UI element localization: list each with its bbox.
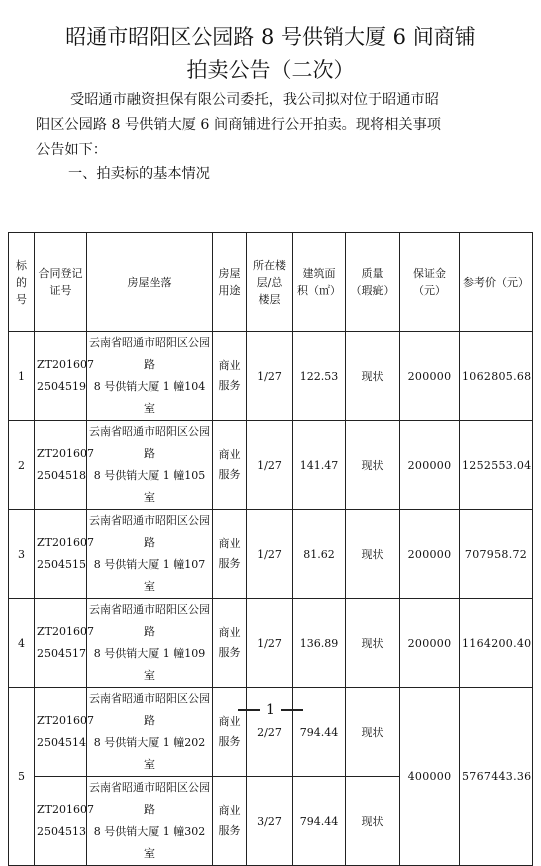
cell-reference-price: 707958.72 (460, 510, 533, 599)
cell-area: 794.44 (293, 688, 346, 777)
cell-area: 136.89 (293, 599, 346, 688)
header-address: 房屋坐落 (87, 233, 213, 332)
cell-contract-number: ZT201607 2504514 (35, 688, 87, 777)
cell-contract-number: ZT201607 2504515 (35, 510, 87, 599)
cell-area: 122.53 (293, 332, 346, 421)
cell-contract-number: ZT201607 2504513 (35, 777, 87, 866)
cell-quality: 现状 (346, 599, 400, 688)
cell-reference-price: 1062805.68 (460, 332, 533, 421)
cell-floor: 3/27 (247, 777, 293, 866)
header-index: 标 的 号 (9, 233, 35, 332)
table-row (9, 510, 533, 599)
page-title-line-2: 拍卖公告（二次） (186, 58, 355, 82)
header-floor: 所在楼 层/总 楼层 (247, 233, 293, 332)
cell-area: 81.62 (293, 510, 346, 599)
section-heading: 一、拍卖标的基本情况 (68, 166, 210, 182)
table-row (9, 332, 533, 421)
header-deposit: 保证金 （元） (400, 233, 460, 332)
cell-use: 商业 服务 (213, 332, 247, 421)
cell-address: 云南省昭通市昭阳区公园路 8 号供销大厦 1 幢109 室 (87, 599, 213, 688)
cell-deposit: 200000 (400, 510, 460, 599)
page-title-line-1: 昭通市昭阳区公园路 8 号供销大厦 6 间商铺 (65, 25, 476, 49)
cell-address: 云南省昭通市昭阳区公园路 8 号供销大厦 1 幢202 室 (87, 688, 213, 777)
cell-deposit: 200000 (400, 599, 460, 688)
header-area: 建筑面 积（㎡） (293, 233, 346, 332)
cell-index: 1 (9, 332, 35, 421)
cell-contract-number: ZT201607 2504518 (35, 421, 87, 510)
cell-use: 商业 服务 (213, 688, 247, 777)
cell-quality: 现状 (346, 421, 400, 510)
intro-line-1: 受昭通市融资担保有限公司委托，我公司拟对位于昭通市昭 (70, 92, 439, 108)
cell-reference-price: 1164200.40 (460, 599, 533, 688)
table-row (9, 421, 533, 510)
cell-area: 794.44 (293, 777, 346, 866)
cell-quality: 现状 (346, 777, 400, 866)
cell-area: 141.47 (293, 421, 346, 510)
header-quality: 质量 （瑕疵） (346, 233, 400, 332)
cell-use: 商业 服务 (213, 777, 247, 866)
page-number: 1 (266, 702, 275, 718)
table-header-row (9, 233, 533, 332)
cell-contract-number: ZT201607 2504519 (35, 332, 87, 421)
cell-floor: 1/27 (247, 599, 293, 688)
header-reference-price: 参考价（元） (460, 233, 533, 332)
cell-floor: 1/27 (247, 510, 293, 599)
cell-contract-number: ZT201607 2504517 (35, 599, 87, 688)
intro-line-3: 公告如下： (36, 142, 107, 158)
table-row (9, 688, 533, 777)
footer-dash-left (238, 709, 260, 710)
cell-address: 云南省昭通市昭阳区公园路 8 号供销大厦 1 幢105 室 (87, 421, 213, 510)
intro-line-2: 阳区公园路 8 号供销大厦 6 间商铺进行公开拍卖。现将相关事项 (36, 117, 441, 133)
cell-address: 云南省昭通市昭阳区公园路 8 号供销大厦 1 幢107 室 (87, 510, 213, 599)
cell-use: 商业 服务 (213, 599, 247, 688)
intro-paragraph (36, 88, 502, 163)
cell-index: 4 (9, 599, 35, 688)
cell-reference-price: 5767443.36 (460, 688, 533, 866)
cell-index: 3 (9, 510, 35, 599)
cell-floor: 1/27 (247, 332, 293, 421)
cell-quality: 现状 (346, 332, 400, 421)
cell-use: 商业 服务 (213, 421, 247, 510)
cell-index: 2 (9, 421, 35, 510)
footer-dash-right (281, 709, 303, 710)
table-row (9, 599, 533, 688)
cell-reference-price: 1252553.04 (460, 421, 533, 510)
cell-deposit: 200000 (400, 332, 460, 421)
auction-items-table (8, 232, 533, 866)
cell-address: 云南省昭通市昭阳区公园路 8 号供销大厦 1 幢302 室 (87, 777, 213, 866)
cell-floor: 2/27 (247, 688, 293, 777)
cell-floor: 1/27 (247, 421, 293, 510)
cell-index: 5 (9, 688, 35, 866)
cell-address: 云南省昭通市昭阳区公园路 8 号供销大厦 1 幢104 室 (87, 332, 213, 421)
cell-use: 商业 服务 (213, 510, 247, 599)
page-footer (0, 702, 541, 718)
cell-deposit: 200000 (400, 421, 460, 510)
header-use: 房屋 用途 (213, 233, 247, 332)
header-contract-number: 合同登记 证号 (35, 233, 87, 332)
cell-deposit: 400000 (400, 688, 460, 866)
cell-quality: 现状 (346, 510, 400, 599)
cell-quality: 现状 (346, 688, 400, 777)
